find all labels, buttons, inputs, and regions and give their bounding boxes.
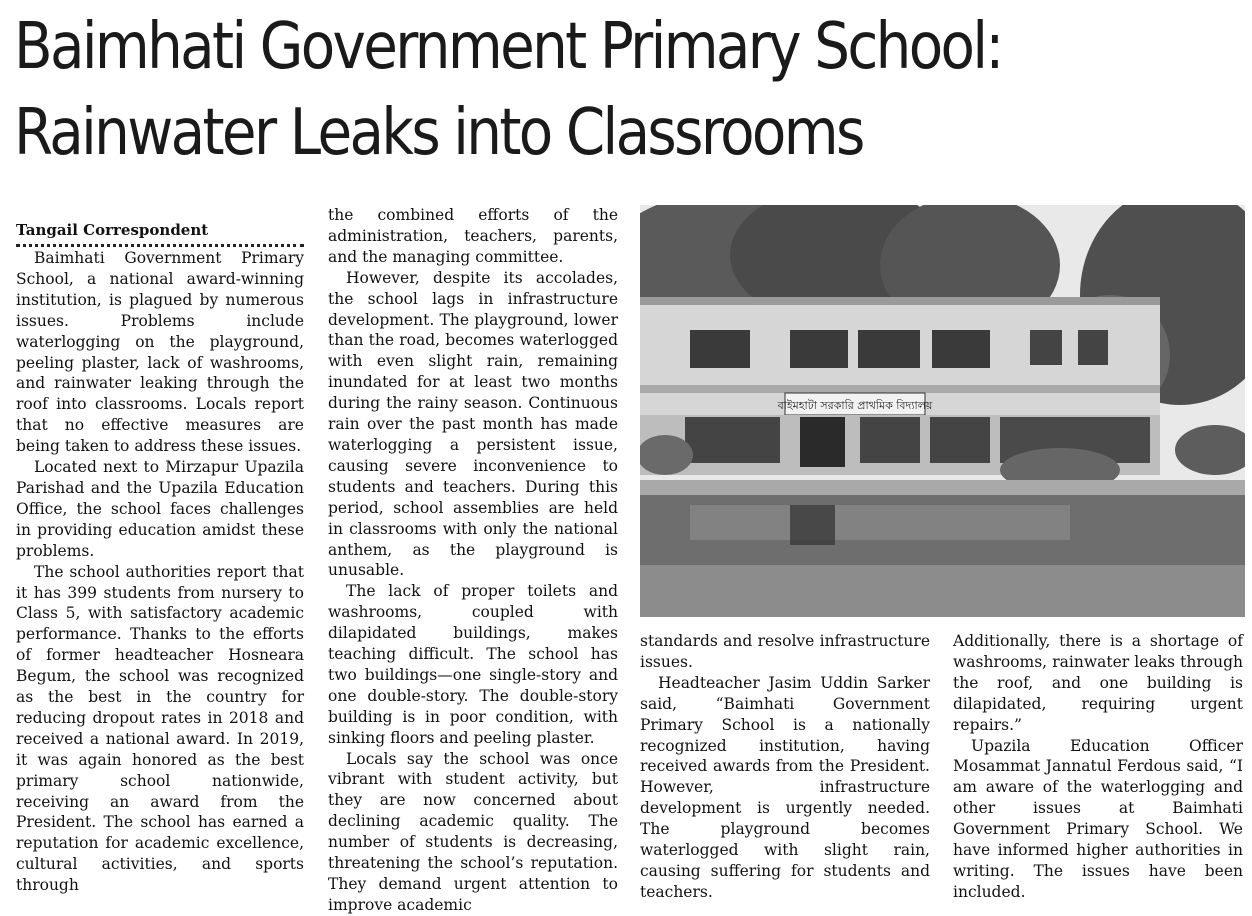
paragraph-4: However, despite its accolades, the school lags in infrastructure development. The playground, lower than the road, becomes waterlogged with even slight rain, remaining inundated for at least two months during the rainy season. Continuous rain over the past month has made waterlogging a persistent issue, causing severe inconvenience to students and teachers. During this period, school assemblies are held in classrooms with only the national anthem, as the playground is unusable. <box>328 268 618 580</box>
article-column-3 <box>640 631 930 903</box>
paragraph-2: Located next to Mirzapur Upazila Parishad and the Upazila Education Office, the school faces challenges in providing education amidst these problems. <box>16 458 304 560</box>
paragraph-1: Baimhati Government Primary School, a national award-winning institution, is plagued by numerous issues. Problems include waterlogging on the playground, peeling plaster, lack of washrooms, and rainwater leaking through the roof into classrooms. Locals report that no effective measures are being taken to address these issues. <box>16 249 304 456</box>
paragraph-8: Upazila Education Officer Mosammat Jannatul Ferdous said, “I am aware of the waterlogging and other issues at Baimhati Government Primary School. We have informed higher authorities in writing. The issues have been included. <box>953 736 1243 901</box>
school-building-image <box>640 205 1245 617</box>
paragraph-6: Locals say the school was once vibrant with student activity, but they are now concerned about declining academic quality. The number of students is decreasing, threatening the school’s reputation. They demand urgent attention to improve academic <box>328 749 618 914</box>
paragraph-7-continued: Additionally, there is a shortage of washrooms, rainwater leaks through the roof, and one building is dilapidated, requiring urgent repairs.” <box>953 632 1243 734</box>
headline <box>14 4 1096 176</box>
school-signboard: বাইমহাটা সরকারি প্রাথমিক বিদ্যালয় <box>777 399 933 412</box>
headline-line-2: Rainwater Leaks into Classrooms <box>14 96 863 170</box>
article-column-4 <box>953 631 1243 903</box>
paragraph-5: The lack of proper toilets and washrooms, coupled with dilapidated buildings, makes teaching difficult. The school has two buildings—one single-story and one double-story. The double-story building is in poor condition, with sinking floors and peeling plaster. <box>328 582 618 747</box>
paragraph-3: The school authorities report that it has 399 students from nursery to Class 5, with satisfactory academic performance. Thanks to the efforts of former headteacher Hosneara Begum, the school was recognized as the best in the country for reducing dropout rates in 2018 and received a national award. In 2019, it was again honored as the best primary school nationwide, receiving an award from the President. The school has earned a reputation for academic excellence, cultural activities, and sports through <box>16 562 304 895</box>
article-column-2 <box>328 205 618 916</box>
byline: Tangail Correspondent <box>16 220 304 247</box>
paragraph-7: Headteacher Jasim Uddin Sarker said, “Baimhati Government Primary School is a nationally recognized institution, having received awards from the President. However, infrastructure development is urgently needed. The playground becomes waterlogged with slight rain, causing suffering for students and teachers. <box>640 673 930 901</box>
headline-line-1: Baimhati Government Primary School: <box>14 10 1002 84</box>
school-photo <box>640 205 1245 617</box>
paragraph-3-continued: the combined efforts of the administration, teachers, parents, and the managing committee. <box>328 206 618 266</box>
article-column-1 <box>16 220 304 896</box>
paragraph-6-continued: standards and resolve infrastructure issues. <box>640 632 930 671</box>
